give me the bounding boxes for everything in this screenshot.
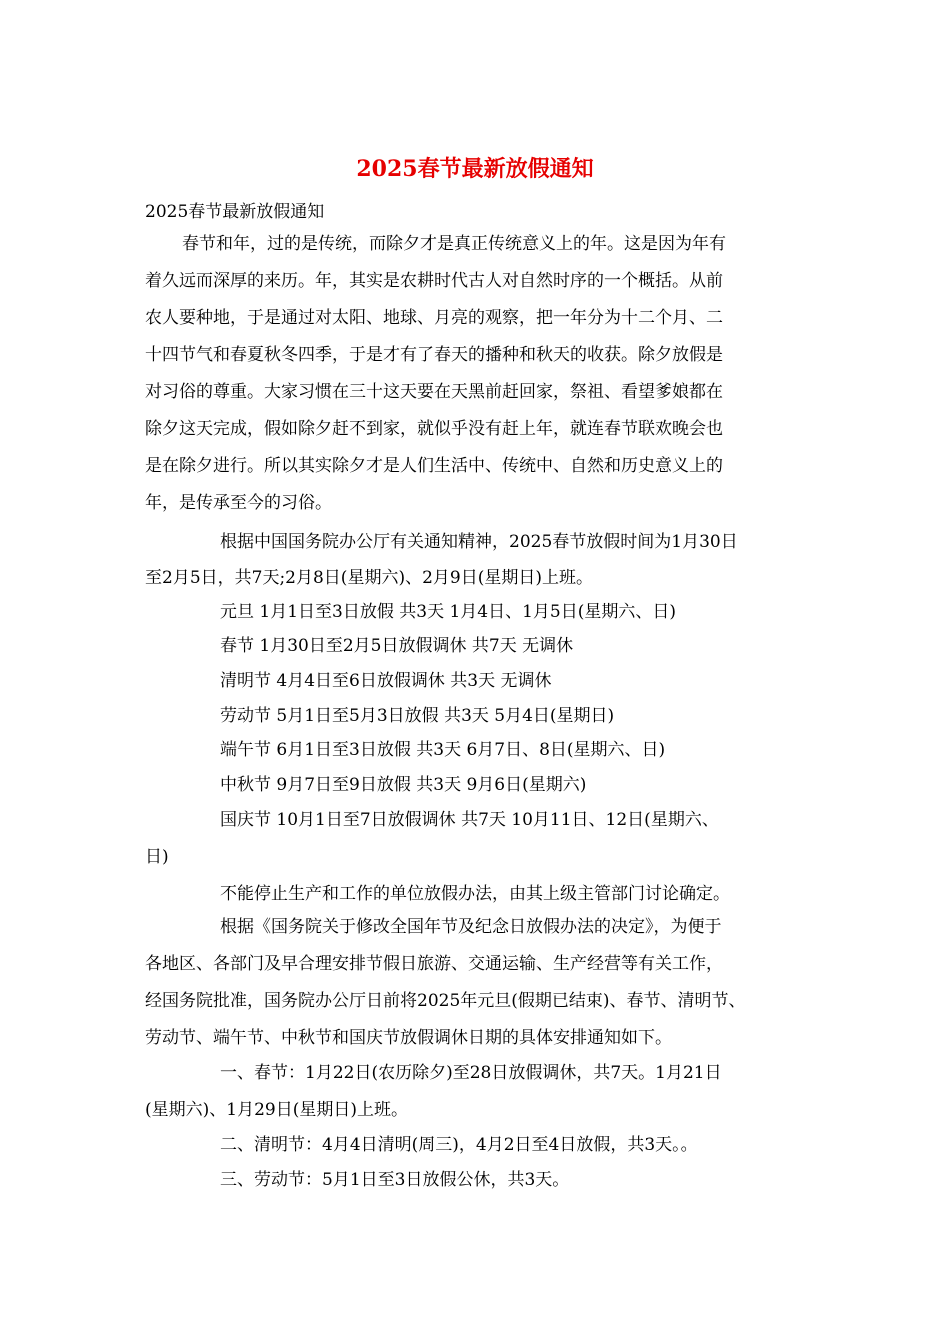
decision-line: 经国务院批准，国务院办公厅日前将2025年元旦(假期已结束)、春节、清明节、 [145,991,746,1011]
intro-line: 除夕这天完成，假如除夕赶不到家，就似乎没有赶上年，就连春节联欢晚会也 [145,419,723,439]
holiday-row: 国庆节 10月1日至7日放假调休 共7天 10月11日、12日(星期六、 [220,810,719,830]
decision-line: 劳动节、端午节、中秋节和国庆节放假调休日期的具体安排通知如下。 [145,1028,672,1048]
arrangement-item: 二、清明节：4月4日清明(周三)，4月2日至4日放假，共3天。。 [220,1135,698,1155]
decision-line: 各地区、各部门及早合理安排节假日旅游、交通运输、生产经营等有关工作， [145,954,723,974]
intro-line: 对习俗的尊重。大家习惯在三十这天要在天黑前赶回家，祭祖、看望爹娘都在 [145,382,723,402]
arrangement-item: 一、春节：1月22日(农历除夕)至28日放假调休，共7天。1月21日 [220,1063,722,1083]
holiday-row: 端午节 6月1日至3日放假 共3天 6月7日、8日(星期六、日) [220,740,666,760]
basis-line: 根据中国国务院办公厅有关通知精神，2025春节放假时间为1月30日 [220,532,738,552]
holiday-row: 中秋节 9月7日至9日放假 共3天 9月6日(星期六) [220,775,587,795]
intro-line: 年，是传承至今的习俗。 [145,493,332,513]
holiday-row: 清明节 4月4日至6日放假调休 共3天 无调休 [220,671,552,691]
basis-line: 至2月5日，共7天;2月8日(星期六)、2月9日(星期日)上班。 [145,568,593,588]
arrangement-item: 三、劳动节：5月1日至3日放假公休，共3天。 [220,1170,570,1190]
note-line: 不能停止生产和工作的单位放假办法，由其上级主管部门讨论确定。 [220,884,730,904]
intro-line: 农人要种地，于是通过对太阳、地球、月亮的观察，把一年分为十二个月、二 [145,308,723,328]
holiday-row: 日) [145,847,169,867]
document-title: 2025春节最新放假通知 [356,156,594,182]
arrangement-item: (星期六)、1月29日(星期日)上班。 [145,1100,408,1120]
holiday-row: 劳动节 5月1日至5月3日放假 共3天 5月4日(星期日) [220,706,615,726]
intro-line: 春节和年，过的是传统，而除夕才是真正传统意义上的年。这是因为年有 [182,234,726,254]
intro-line: 着久远而深厚的来历。年，其实是农耕时代古人对自然时序的一个概括。从前 [145,271,723,291]
decision-line: 根据《国务院关于修改全国年节及纪念日放假办法的决定》，为便于 [220,917,722,937]
document-subtitle: 2025春节最新放假通知 [145,202,325,222]
intro-line: 十四节气和春夏秋冬四季，于是才有了春天的播种和秋天的收获。除夕放假是 [145,345,723,365]
holiday-row: 春节 1月30日至2月5日放假调休 共7天 无调休 [220,636,574,656]
intro-line: 是在除夕进行。所以其实除夕才是人们生活中、传统中、自然和历史意义上的 [145,456,723,476]
holiday-row: 元旦 1月1日至3日放假 共3天 1月4日、1月5日(星期六、日) [220,602,677,622]
